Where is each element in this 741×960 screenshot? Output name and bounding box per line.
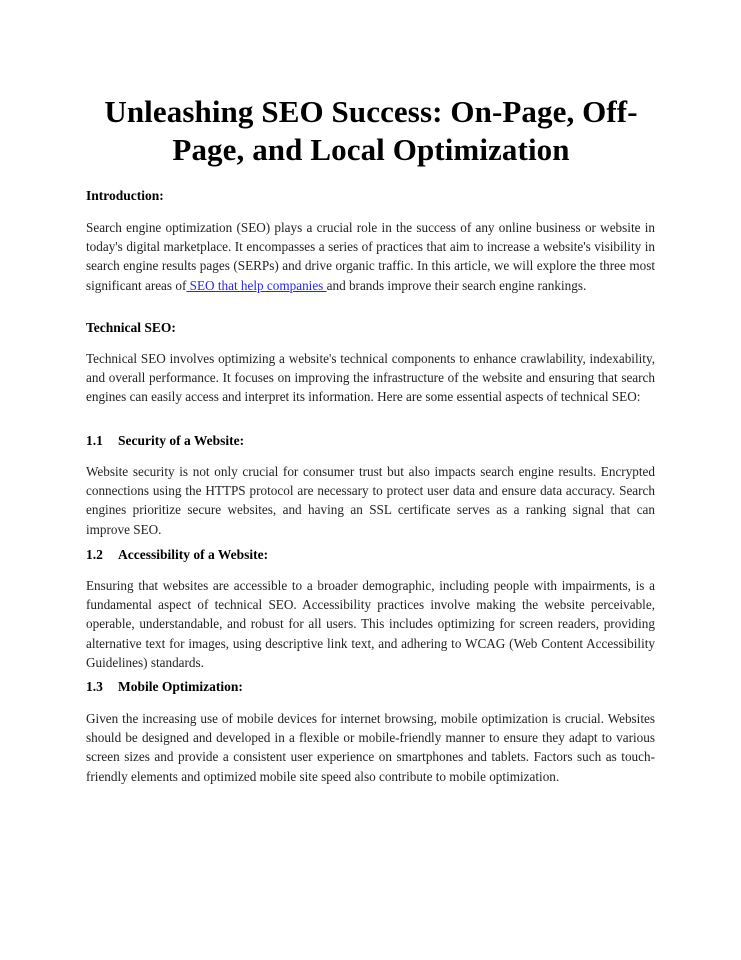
section-heading-mobile [86,678,655,696]
introduction-text-end: and brands improve their search engine rankings. [326,277,587,293]
section-number: 1.2 [86,547,103,562]
section-heading-security [86,432,655,450]
section-number: 1.3 [86,679,103,694]
section-title: Accessibility of a Website: [118,547,269,562]
introduction-paragraph [86,218,655,295]
introduction-text: Search engine optimization (SEO) plays a crucial role in the success of any online business or website in today's digital marketplace. It encompasses a series of practices that aim to increase a website's visibility in search engine results pages (SERPs) and drive organic traffic. In this article, we will explore the three most significant areas of [86,220,655,293]
section-title: Security of a Website: [118,433,245,448]
technical-seo-heading: Technical SEO: [86,320,176,335]
technical-seo-paragraph: Technical SEO involves optimizing a website's technical components to enhance crawlability, indexability, and overall performance. It focuses on improving the infrastructure of the website and ensuring that search engines can easily access and interpret its information. Here are some essential aspects of technical SEO: [86,351,655,405]
page-title [86,93,656,169]
section-paragraph-mobile: Given the increasing use of mobile devices for internet browsing, mobile optimization is crucial. Websites should be designed and developed in a flexible or mobile-friendly manner to ensure they adapt to various screen sizes and provide a consistent user experience on smartphones and tablets. Factors such as touch-friendly elements and optimized mobile site speed also contribute to mobile optimization. [86,711,655,784]
page-title-line-1: Unleashing SEO Success: On-Page, Off- [104,94,638,129]
seo-companies-link[interactable]: SEO that help companies [186,277,327,293]
section-title: Mobile Optimization: [118,679,243,694]
section-heading-accessibility [86,546,655,564]
section-number: 1.1 [86,433,103,448]
section-paragraph-accessibility: Ensuring that websites are accessible to a broader demographic, including people with impairments, is a fundamental aspect of technical SEO. Accessibility practices involve making the website perceivable, operable, understandable, and robust for all users. This includes optimizing for screen readers, providing alternative text for images, using descriptive link text, and adhering to WCAG (Web Content Accessibility Guidelines) standards. [86,578,655,670]
introduction-heading: Introduction: [86,188,164,203]
section-paragraph-security: Website security is not only crucial for consumer trust but also impacts search engine results. Encrypted connections using the HTTPS protocol are necessary to protect user data and ensure data accuracy. Search engines prioritize secure websites, and having an SSL certificate serves as a ranking signal that can improve SEO. [86,464,655,537]
page-title-line-2: Page, and Local Optimization [172,132,570,167]
